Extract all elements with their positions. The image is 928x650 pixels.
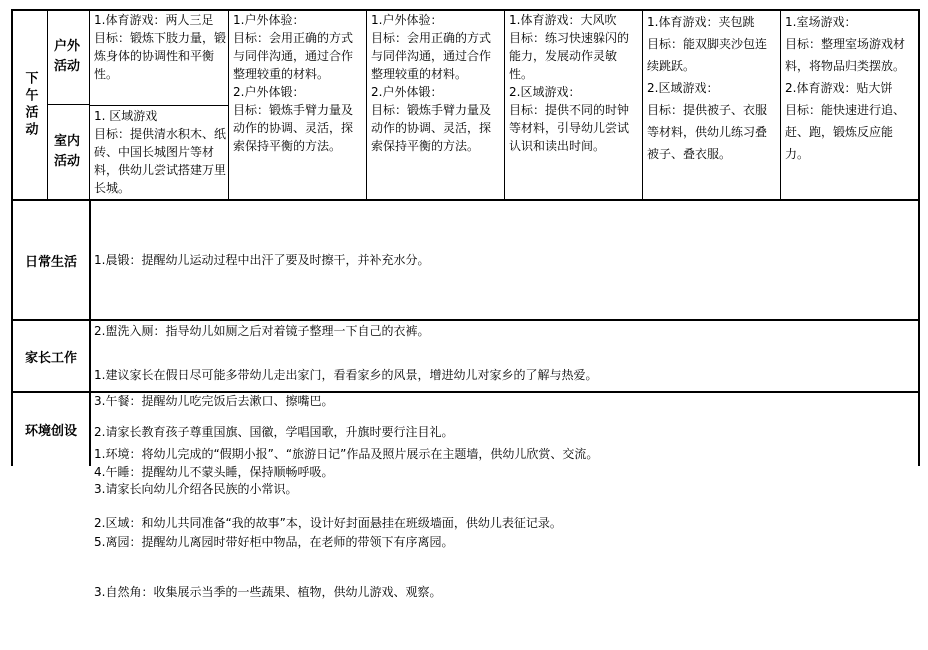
daily-life-item: 5.离园：提醒幼儿离园时带好柜中物品，在老师的带领下有序离园。 — [94, 535, 454, 549]
parents-item: 1.建议家长在假日尽可能多带幼儿走出家门，看看家乡的风景，增进幼儿对家乡的了解与热爱。 — [94, 368, 598, 382]
divider — [780, 10, 781, 200]
afternoon-col6: 1.室场游戏： 目标：整理室场游戏材料，将物品归类摆放。 2.体育游戏：贴大饼 目标：能快速进行追、赶、跑，锻炼反应能力。 — [785, 15, 906, 161]
divider — [504, 10, 505, 200]
afternoon-col5: 1.体育游戏：夹包跳 目标：能双脚夹沙包连续跳跃。 2.区域游戏： 目标：提供被子、衣服等材料，供幼儿练习叠被子、叠衣服。 — [647, 15, 768, 161]
divider — [12, 319, 920, 321]
daily-life-item: 3.午餐：提醒幼儿吃完饭后去漱口、擦嘴巴。 — [94, 394, 334, 408]
daily-life-item: 4.午睡：提醒幼儿不蒙头睡，保持顺畅呼吸。 — [94, 464, 334, 479]
border-left — [11, 9, 13, 466]
divider — [48, 104, 90, 105]
divider — [366, 10, 367, 200]
environment-item: 1.环境：将幼儿完成的“假期小报”、“旅游日记”作品及照片展示在主题墙，供幼儿欣赏、交流。 — [94, 447, 599, 461]
afternoon-col1-outdoor: 1.体育游戏：两人三足 目标：锻炼下肢力量，锻炼身体的协调性和平衡性。 — [94, 13, 227, 81]
afternoon-header: 下午活动 — [22, 71, 38, 139]
divider — [642, 10, 643, 200]
environment-header: 环境创设 — [24, 423, 77, 439]
border-top — [12, 9, 920, 11]
daily-life-item: 1.晨锻：提醒幼儿运动过程中出汗了要及时擦干，并补充水分。 — [94, 253, 430, 267]
divider — [89, 200, 91, 466]
divider — [90, 105, 229, 106]
indoor-label: 室内活动 — [54, 134, 81, 169]
afternoon-col2: 1.户外体验： 目标：会用正确的方式与同伴沟通，通过合作整理较重的材料。 2.户外体锻： 目标：锻炼手臂力量及动作的协调、灵活，探索保持平衡的方法。 — [233, 13, 354, 153]
divider — [12, 391, 920, 393]
divider — [47, 10, 48, 200]
daily-life-item: 2.盥洗入厕：指导幼儿如厕之后对着镜子整理一下自己的衣裤。 — [94, 323, 430, 338]
parents-item: 3.请家长向幼儿介绍各民族的小常识。 — [94, 482, 298, 496]
environment-item: 2.区域：和幼儿共同准备“我的故事”本，设计好封面悬挂在班级墙面，供幼儿表征记录。 — [94, 516, 562, 530]
divider — [12, 199, 920, 201]
afternoon-col4: 1.体育游戏：大风吹 目标：练习快速躲闪的能力，发展动作灵敏性。 2.区域游戏： 目标：提供不同的时钟等材料，引导幼儿尝试认识和读出时间。 — [509, 13, 630, 153]
environment-item: 3.自然角：收集展示当季的一些蔬果、植物，供幼儿游戏、观察。 — [94, 585, 442, 599]
afternoon-col1-indoor: 1. 区域游戏 目标：提供清水积木、纸砖、中国长城图片等材料，供幼儿尝试搭建万里长城。 — [94, 109, 227, 195]
border-right — [918, 9, 920, 466]
outdoor-label: 户外活动 — [54, 39, 81, 74]
daily-life-header: 日常生活 — [24, 254, 77, 270]
afternoon-col3: 1.户外体验： 目标：会用正确的方式与同伴沟通，通过合作整理较重的材料。 2.户外体锻： 目标：锻炼手臂力量及动作的协调、灵活，探索保持平衡的方法。 — [371, 13, 492, 153]
parents-item: 2.请家长教育孩子尊重国旗、国徽，学唱国歌，升旗时要行注目礼。 — [94, 425, 454, 439]
parents-header: 家长工作 — [24, 350, 77, 366]
